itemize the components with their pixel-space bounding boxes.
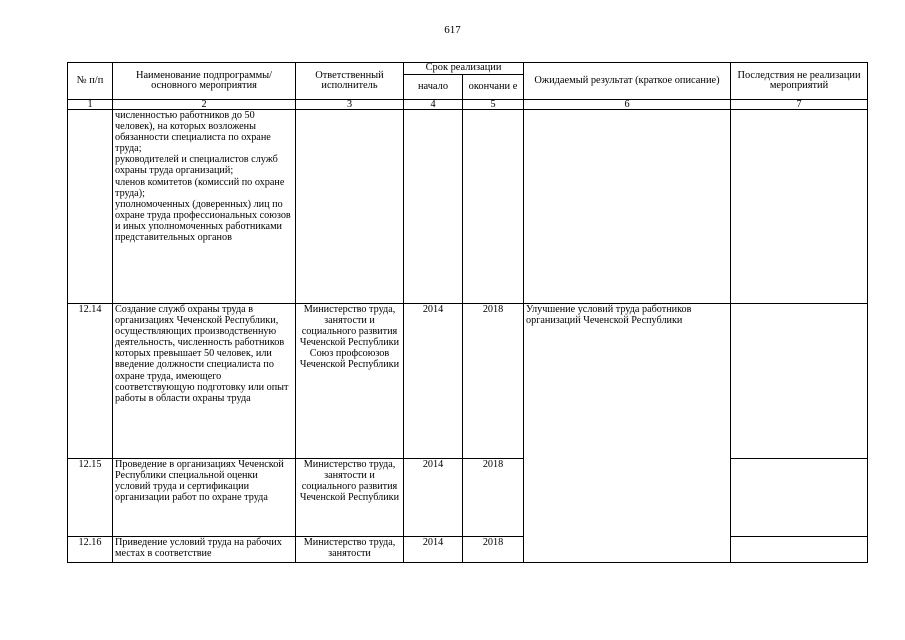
row-start: 2014 bbox=[404, 459, 463, 537]
table-row bbox=[68, 304, 868, 459]
header-name: Наименование подпрограммы/ основного мероприятия bbox=[113, 63, 296, 100]
row-end bbox=[463, 110, 524, 304]
header-end: окончани е bbox=[463, 75, 524, 100]
column-number: 5 bbox=[463, 100, 524, 110]
row-end: 2018 bbox=[463, 537, 524, 563]
column-number: 6 bbox=[524, 100, 731, 110]
row-name: Приведение условий труда на рабочих местах в соответствие bbox=[113, 537, 296, 563]
page-number: 617 bbox=[444, 24, 461, 36]
column-number: 3 bbox=[296, 100, 404, 110]
row-name: численностью работников до 50 человек), на которых возложены обязанности специалиста по охране труда; руководителей и специалистов служб охраны труда организаций; членов комитетов (комиссий по охране труда); уполномоченных (доверенных) лиц по охране труда профессиональных союзов и иных уполномоченных работниками представительных органов bbox=[113, 110, 296, 304]
column-number: 1 bbox=[68, 100, 113, 110]
row-num: 12.14 bbox=[68, 304, 113, 459]
row-result: Улучшение условий труда работников организаций Чеченской Республики bbox=[524, 304, 731, 563]
header-executor: Ответственный исполнитель bbox=[296, 63, 404, 100]
row-consequences bbox=[731, 537, 868, 563]
table-row bbox=[68, 110, 868, 304]
row-executor: Министерство труда, занятости и социального развития Чеченской Республики Союз профсоюзов Чеченской Республики bbox=[296, 304, 404, 459]
row-end: 2018 bbox=[463, 304, 524, 459]
row-start bbox=[404, 110, 463, 304]
header-period: Срок реализации bbox=[404, 63, 524, 75]
row-consequences bbox=[731, 459, 868, 537]
row-end: 2018 bbox=[463, 459, 524, 537]
row-num bbox=[68, 110, 113, 304]
row-start: 2014 bbox=[404, 304, 463, 459]
column-number: 2 bbox=[113, 100, 296, 110]
column-number-row bbox=[68, 100, 868, 110]
column-number: 4 bbox=[404, 100, 463, 110]
row-num: 12.15 bbox=[68, 459, 113, 537]
header-consequences: Последствия не реализации мероприятий bbox=[731, 63, 868, 100]
header-row bbox=[68, 63, 868, 75]
header-result: Ожидаемый результат (краткое описание) bbox=[524, 63, 731, 100]
header-num: № п/п bbox=[68, 63, 113, 100]
table-row bbox=[68, 537, 868, 563]
row-executor: Министерство труда, занятости bbox=[296, 537, 404, 563]
column-number: 7 bbox=[731, 100, 868, 110]
row-name: Проведение в организациях Чеченской Республики специальной оценки условий труда и сертификации организации работ по охране труда bbox=[113, 459, 296, 537]
row-consequences bbox=[731, 304, 868, 459]
row-result bbox=[524, 110, 731, 304]
row-num: 12.16 bbox=[68, 537, 113, 563]
header-start: начало bbox=[404, 75, 463, 100]
activities-table bbox=[67, 62, 868, 563]
row-start: 2014 bbox=[404, 537, 463, 563]
row-name: Создание служб охраны труда в организациях Чеченской Республики, осуществляющих производственную деятельность, численность работников которых превышает 50 человек, или введение должности специалиста по охране труда, имеющего соответствующую подготовку или опыт работы в области охраны труда bbox=[113, 304, 296, 459]
table-row bbox=[68, 459, 868, 537]
row-consequences bbox=[731, 110, 868, 304]
row-executor bbox=[296, 110, 404, 304]
row-executor: Министерство труда, занятости и социального развития Чеченской Республики bbox=[296, 459, 404, 537]
